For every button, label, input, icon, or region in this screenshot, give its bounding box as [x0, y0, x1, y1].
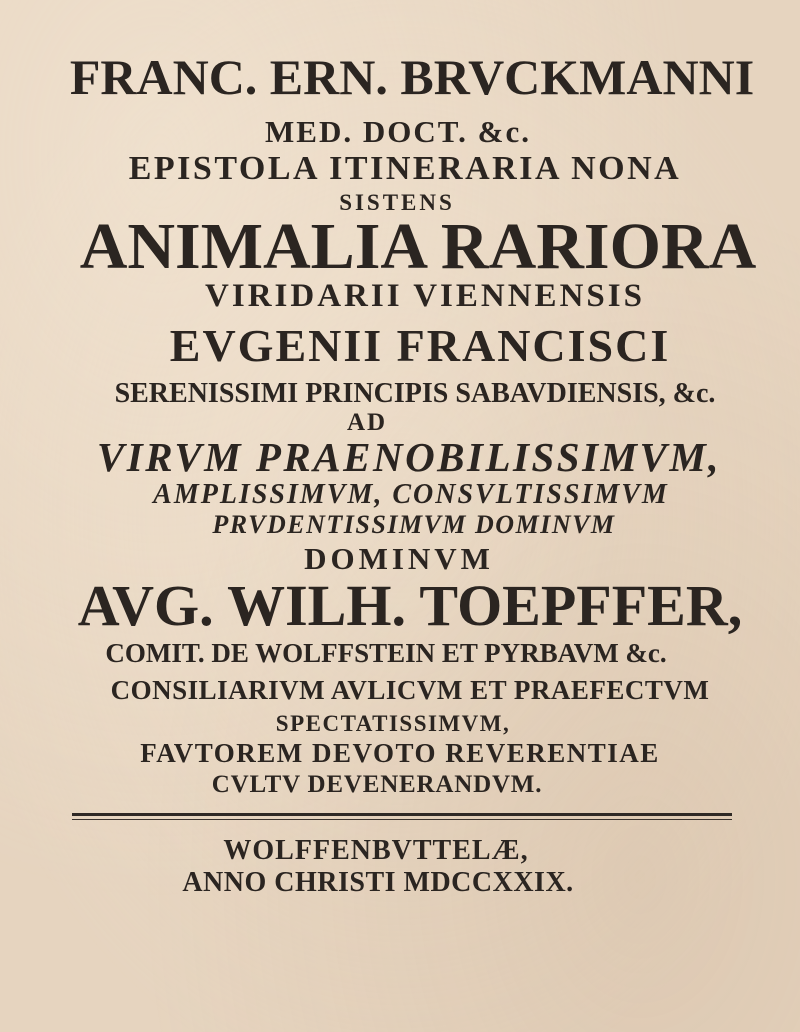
amplissimvm-line: AMPLISSIMVM, CONSVLTISSIMVM [153, 479, 669, 510]
serenissimi-line: SERENISSIMI PRINCIPIS SABAVDIENSIS, &c. [114, 378, 716, 409]
author-degree: MED. DOCT. &c. [265, 114, 531, 149]
author-name: FRANC. ERN. BRVCKMANNI [69, 49, 755, 105]
dominvm-line: DOMINVM [304, 541, 494, 576]
cvltv-line: CVLTV DEVENERANDVM. [211, 771, 543, 798]
prvdentissimvm-line: PRVDENTISSIMVM DOMINVM [212, 510, 616, 539]
imprint-place: WOLFFENBVTTELÆ, [223, 835, 529, 866]
favtorem-line: FAVTOREM DEVOTO REVERENTIAE [140, 738, 660, 768]
viridarii-line: VIRIDARII VIENNENSIS [205, 278, 645, 314]
virvm-line: VIRVM PRAENOBILISSIMVM, [96, 434, 722, 480]
ad-line: AD [346, 409, 388, 436]
consiliarivm-line: CONSILIARIVM AVLICVM ET PRAEFECTVM [110, 675, 710, 705]
eugenii-line: EVGENII FRANCISCI [169, 320, 671, 371]
sistens-line: SISTENS [339, 190, 455, 215]
imprint-year: ANNO CHRISTI MDCCXXIX. [182, 867, 574, 898]
divider-thin [72, 819, 732, 820]
comit-line: COMIT. DE WOLFFSTEIN ET PYRBAVM &c. [105, 638, 667, 668]
divider-thick [72, 813, 732, 816]
main-title: ANIMALIA RARIORA [79, 210, 757, 283]
spectatissimvm-line: SPECTATISSIMVM, [275, 711, 511, 736]
addressee-name: AVG. WILH. TOEPFFER, [77, 573, 743, 638]
epistola-line: EPISTOLA ITINERARIA NONA [128, 150, 682, 187]
